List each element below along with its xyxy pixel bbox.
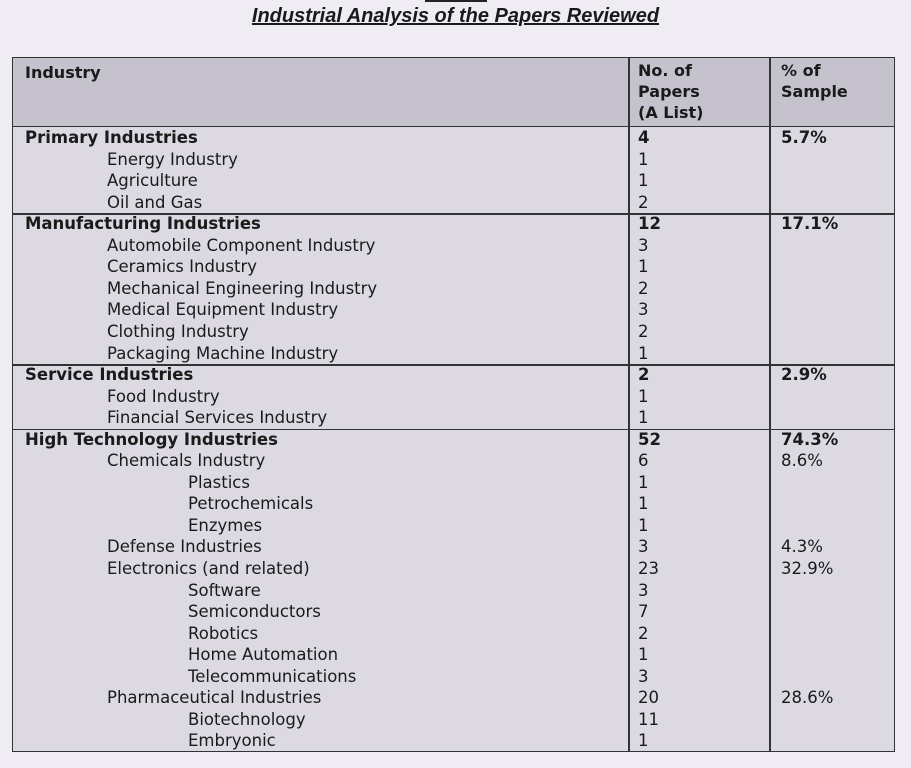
- paper-count: 3: [638, 537, 649, 557]
- paper-count: 1: [638, 386, 649, 406]
- paper-count: 2: [638, 321, 649, 341]
- paper-count: 1: [638, 149, 649, 169]
- group-name: Primary Industries: [25, 128, 198, 147]
- column-divider: [628, 58, 630, 751]
- paper-count: 1: [638, 731, 649, 751]
- industry-name: Energy Industry: [107, 149, 238, 169]
- paper-count: 2: [638, 365, 650, 385]
- paper-count: 2: [638, 192, 649, 212]
- paper-count: 20: [638, 688, 659, 708]
- sample-percent: 5.7%: [781, 128, 827, 147]
- industry-name: Clothing Industry: [107, 321, 249, 341]
- industry-table: [12, 57, 895, 752]
- industry-name: Semiconductors: [188, 602, 321, 622]
- page-title: Industrial Analysis of the Papers Reviewed: [251, 5, 660, 27]
- industry-name: Plastics: [188, 472, 250, 492]
- paper-count: 1: [638, 494, 649, 514]
- paper-count: 3: [638, 666, 649, 686]
- header-industry: Industry: [25, 63, 101, 82]
- sample-percent: 4.3%: [781, 537, 823, 557]
- paper-count: 6: [638, 451, 649, 471]
- industry-name: Software: [188, 580, 261, 600]
- paper-count: 12: [638, 214, 661, 234]
- column-divider: [769, 58, 771, 751]
- industry-name: Food Industry: [107, 386, 220, 406]
- table-header: [13, 58, 894, 127]
- group-name: High Technology Industries: [25, 429, 278, 449]
- industry-name: Chemicals Industry: [107, 451, 266, 471]
- industry-name: Biotechnology: [188, 709, 306, 729]
- paper-count: 1: [638, 645, 649, 665]
- paper-count: 7: [638, 602, 649, 622]
- industry-name: Mechanical Engineering Industry: [107, 278, 378, 298]
- sample-percent: 17.1%: [781, 214, 839, 234]
- paper-count: 2: [638, 623, 649, 643]
- paper-count: 52: [638, 429, 661, 449]
- industry-name: Agriculture: [107, 171, 198, 191]
- paper-count: 1: [638, 472, 649, 492]
- paper-count: 3: [638, 300, 649, 320]
- paper-count: 1: [638, 408, 649, 428]
- paper-count: 3: [638, 580, 649, 600]
- industry-name: Ceramics Industry: [107, 257, 258, 277]
- industry-name: Petrochemicals: [188, 494, 314, 514]
- group-name: Manufacturing Industries: [25, 214, 261, 234]
- paper-count: 1: [638, 343, 649, 363]
- industry-name: Electronics (and related): [107, 559, 310, 578]
- sample-percent: 74.3%: [781, 429, 839, 449]
- industry-name: Telecommunications: [188, 666, 357, 686]
- sample-percent: 8.6%: [781, 451, 823, 471]
- sample-percent: 28.6%: [781, 688, 834, 708]
- paper-count: 1: [638, 515, 649, 535]
- sample-percent: 2.9%: [781, 365, 827, 385]
- industry-name: Oil and Gas: [107, 192, 203, 212]
- industry-name: Financial Services Industry: [107, 408, 328, 428]
- industry-name: Enzymes: [188, 515, 263, 535]
- industry-name: Defense Industries: [107, 537, 262, 557]
- paper-count: 11: [638, 709, 659, 729]
- paper-count: 23: [638, 559, 659, 578]
- paper-count: 3: [638, 235, 649, 255]
- industry-name: Packaging Machine Industry: [107, 343, 339, 363]
- sample-percent: 32.9%: [781, 559, 834, 578]
- industry-name: Embryonic: [188, 731, 276, 751]
- industry-name: Pharmaceutical Industries: [107, 688, 322, 708]
- paper-count: 1: [638, 257, 649, 277]
- industry-name: Home Automation: [188, 645, 339, 665]
- header-sample: % of Sample: [781, 61, 848, 101]
- header-papers: No. of Papers (A List): [638, 61, 704, 122]
- top-rule: [425, 0, 487, 2]
- paper-count: 4: [638, 128, 650, 147]
- industry-name: Automobile Component Industry: [107, 235, 376, 255]
- paper-count: 1: [638, 171, 649, 191]
- group-name: Service Industries: [25, 365, 194, 385]
- paper-count: 2: [638, 278, 649, 298]
- industry-name: Robotics: [188, 623, 259, 643]
- industry-name: Medical Equipment Industry: [107, 300, 339, 320]
